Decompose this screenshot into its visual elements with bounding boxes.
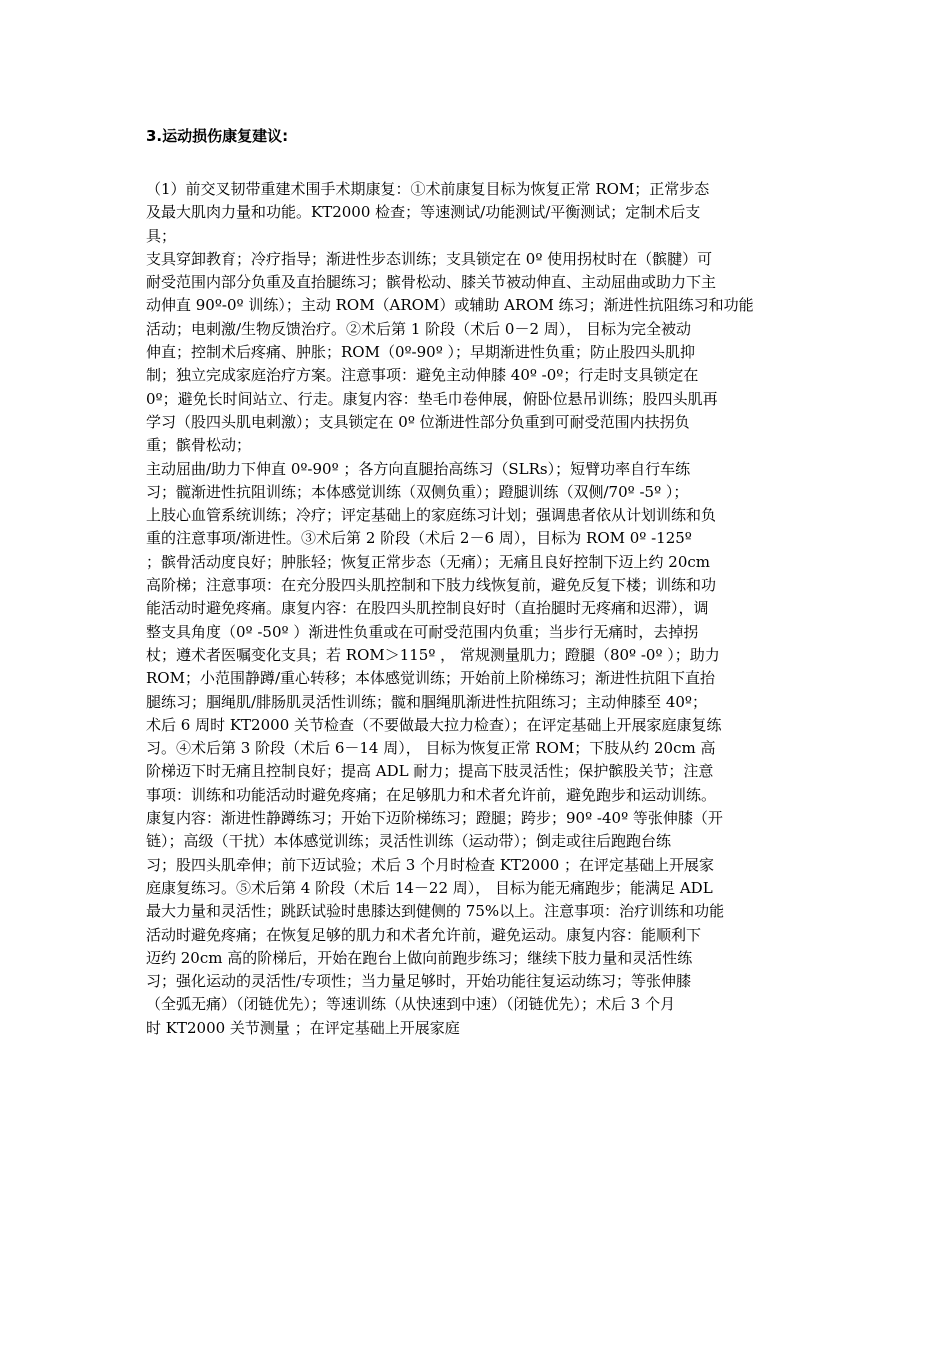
text-line: （1）前交叉韧带重建术围手术期康复：①术前康复目标为恢复正常 ROM；正常步态: [146, 180, 710, 198]
text-line: 伸直；控制术后疼痛、肿胀；ROM（0º-90º ）；早期渐进性负重；防止股四头肌抑: [146, 343, 696, 362]
text-line: 及最大肌肉力量和功能。KT2000 检查；等速测试/功能测试/平衡测试；定制术后支: [146, 203, 701, 222]
text-line: 阶梯迈下时无痛且控制良好；提高 ADL 耐力；提高下肢灵活性；保护髌股关节；注意: [146, 762, 714, 781]
text-line: 支具穿卸教育；冷疗指导；渐进性步态训练；支具锁定在 0º 使用拐杖时在（髌腱）可: [146, 249, 713, 268]
text-line: 康复内容：渐进性静蹲练习；开始下迈阶梯练习；蹬腿；跨步；90º -40º 等张伸膝（开: [146, 809, 723, 828]
text-line: 腿练习；腘绳肌/腓肠肌灵活性训练；髋和腘绳肌渐进性抗阻练习；主动伸膝至 40º；: [146, 692, 707, 711]
text-line: 事项：训练和功能活动时避免疼痛；在足够肌力和术者允许前，避免跑步和运动训练。: [146, 785, 717, 804]
text-line: 庭康复练习。⑤术后第 4 阶段（术后 14－22 周）， 目标为能无痛跑步；能满足 ADL: [146, 878, 713, 897]
text-line: 活动时避免疼痛；在恢复足够的肌力和术者允许前，避免运动。康复内容：能顺利下: [146, 925, 702, 944]
text-line: 链）；高级（干扰）本体感觉训练；灵活性训练（运动带）；倒走或往后跑跑台练: [146, 832, 672, 851]
text-line: 制；独立完成家庭治疗方案。注意事项：避免主动伸膝 40º -0º；行走时支具锁定在: [146, 366, 699, 385]
text-line: 学习（股四头肌电刺激）；支具锁定在 0º 位渐进性部分负重到可耐受范围内扶拐负: [146, 412, 690, 431]
text-line: （全弧无痛）（闭链优先）；等速训练（从快速到中速）（闭链优先）；术后 3 个月: [146, 995, 676, 1014]
text-line: 习；髋渐进性抗阻训练；本体感觉训练（双侧负重）；蹬腿训练（双侧/70º -5º ）；: [146, 482, 689, 501]
text-line: ROM；小范围静蹲/重心转移；本体感觉训练；开始前上阶梯练习；渐进性抗阻下直抬: [146, 669, 716, 688]
text-line: 杖；遵术者医嘱变化支具；若 ROM＞115º ， 常规测量肌力；蹬腿（80º -0º ）；助力: [146, 645, 720, 664]
text-line: 耐受范围内部分负重及直抬腿练习；髌骨松动、膝关节被动伸直、主动屈曲或助力下主: [146, 273, 717, 292]
text-line: 迈约 20cm 高的阶梯后，开始在跑台上做向前跑步练习；继续下肢力量和灵活性练: [146, 948, 693, 967]
text-line: 上肢心血管系统训练；冷疗；评定基础上的家庭练习计划；强调患者依从计划训练和负: [146, 506, 717, 525]
text-line: 术后 6 周时 KT2000 关节检查（不要做最大拉力检查）；在评定基础上开展家庭康复练: [146, 715, 722, 734]
text-line: 活动；电刺激/生物反馈治疗。②术后第 1 阶段（术后 0－2 周）， 目标为完全被动: [146, 319, 692, 338]
text-line: 习；股四头肌牵伸；前下迈试验；术后 3 个月时检查 KT2000 ；在评定基础上开展家: [146, 855, 715, 874]
text-line: 整支具角度（0º -50º ）渐进性负重或在可耐受范围内负重；当步行无痛时，去掉拐: [146, 622, 699, 641]
text-line: 具；: [146, 226, 177, 245]
text-line: 习。④术后第 3 阶段（术后 6－14 周）， 目标为恢复正常 ROM；下肢从约 20cm 高: [146, 739, 716, 758]
text-line: 最大力量和灵活性；跳跃试验时患膝达到健侧的 75%以上。注意事项：治疗训练和功能: [146, 902, 725, 921]
text-line: ；髌骨活动度良好；肿胀轻；恢复正常步态（无痛）；无痛且良好控制下迈上约 20cm: [146, 552, 710, 571]
text-line: 0º；避免长时间站立、行走。康复内容：垫毛巾卷伸展，俯卧位悬吊训练；股四头肌再: [146, 389, 718, 408]
text-line: 重的注意事项/渐进性。③术后第 2 阶段（术后 2－6 周），目标为 ROM 0º -125º: [146, 529, 692, 548]
text-line: 动伸直 90º-0º 训练）；主动 ROM（AROM）或辅助 AROM 练习；渐进性抗阻练习和功能: [146, 296, 754, 315]
text-line: 习；强化运动的灵活性/专项性；当力量足够时，开始功能往复运动练习；等张伸膝: [146, 972, 692, 991]
text-line: 重；髌骨松动；: [146, 436, 252, 455]
text-line: 高阶梯；注意事项：在充分股四头肌控制和下肢力线恢复前，避免反复下楼；训练和功: [146, 576, 717, 595]
text-line: 主动屈曲/助力下伸直 0º-90º ；各方向直腿抬高练习（SLRs）；短臂功率自行车练: [146, 459, 691, 478]
text-line: 能活动时避免疼痛。康复内容：在股四头肌控制良好时（直抬腿时无疼痛和迟滞），调: [146, 599, 709, 618]
section-heading: 3.运动损伤康复建议:: [146, 127, 289, 145]
body-paragraph: [146, 178, 816, 1040]
text-line: 时 KT2000 关节测量 ；在评定基础上开展家庭: [146, 1018, 460, 1037]
